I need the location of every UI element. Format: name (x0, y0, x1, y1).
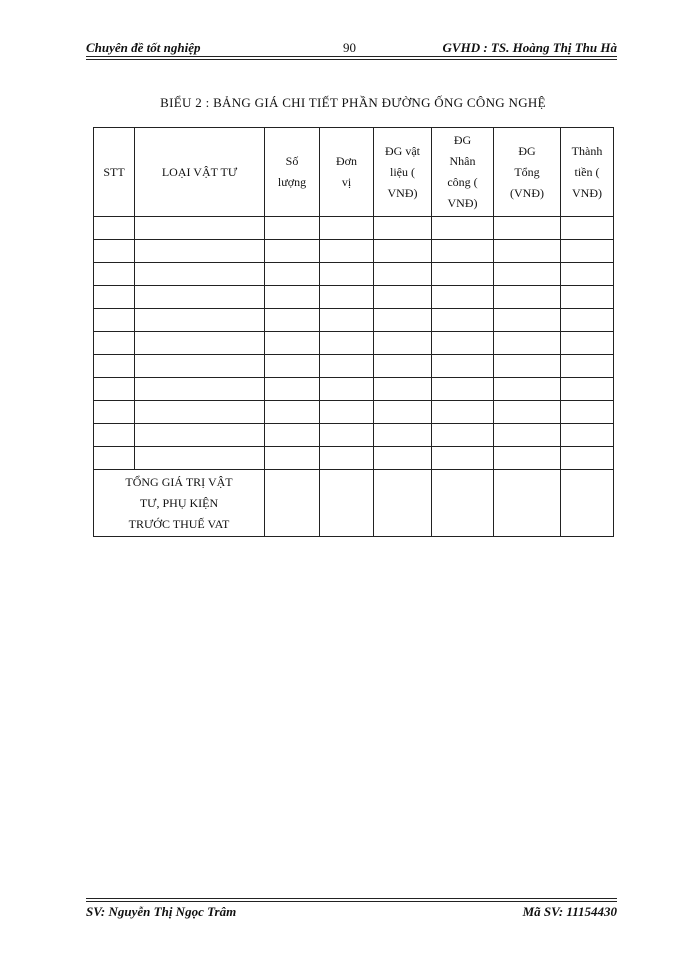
column-header-line: liệu ( (390, 164, 415, 179)
table-cell (432, 424, 494, 447)
table-cell (135, 240, 265, 263)
table-cell (561, 447, 614, 470)
table-row (94, 240, 614, 263)
table-cell (320, 470, 374, 537)
table-cell (265, 401, 320, 424)
column-header-line: ĐG (453, 133, 472, 147)
table-cell (374, 240, 432, 263)
table-cell (561, 217, 614, 240)
table-cell (561, 424, 614, 447)
table-body (94, 217, 614, 537)
table-header-row (94, 128, 614, 217)
footer-student-name: SV: Nguyễn Thị Ngọc Trâm (86, 904, 237, 919)
table-cell (94, 378, 135, 401)
table-cell (432, 240, 494, 263)
total-label-line: TỔNG GIÁ TRỊ VẬT (125, 474, 233, 489)
table-cell (265, 263, 320, 286)
table-cell (94, 401, 135, 424)
table-cell (320, 217, 374, 240)
table-cell (432, 309, 494, 332)
table-cell (320, 401, 374, 424)
column-header-line: ĐG vật (385, 143, 420, 158)
table-cell (561, 309, 614, 332)
table-cell (94, 332, 135, 355)
table-cell (432, 355, 494, 378)
table-cell (265, 240, 320, 263)
table-cell (320, 424, 374, 447)
table-cell (494, 286, 561, 309)
table-cell (561, 401, 614, 424)
table-cell (494, 447, 561, 470)
header-rule-double (86, 59, 617, 60)
table-row (94, 332, 614, 355)
table-cell (494, 355, 561, 378)
table-cell (494, 217, 561, 240)
column-header-line: tiền ( (574, 164, 600, 179)
column-header (135, 128, 265, 217)
column-header-line: Đơn (335, 154, 357, 168)
column-header-line: Nhân (449, 154, 476, 168)
column-header-line: STT (103, 164, 125, 179)
table-cell (561, 355, 614, 378)
table-cell (374, 263, 432, 286)
table-cell (265, 378, 320, 401)
table-cell (374, 447, 432, 470)
footer-rule-double (86, 901, 617, 902)
table-cell (265, 447, 320, 470)
table-cell (135, 424, 265, 447)
column-header-line: lượng (277, 175, 307, 189)
table-cell (561, 263, 614, 286)
column-header-line: Tổng (514, 164, 540, 179)
table-cell (94, 240, 135, 263)
page-header (86, 40, 617, 60)
table-cell (94, 447, 135, 470)
table-cell (432, 470, 494, 537)
total-label (94, 470, 265, 537)
column-header (320, 128, 374, 217)
table-cell (374, 332, 432, 355)
table-row (94, 424, 614, 447)
table-cell (265, 470, 320, 537)
table-cell (561, 286, 614, 309)
table-cell (494, 401, 561, 424)
header-rule (86, 56, 617, 57)
table-row (94, 355, 614, 378)
price-table (93, 127, 614, 537)
column-header-line: công ( (447, 175, 478, 189)
page-footer (86, 904, 617, 924)
table-cell (135, 378, 265, 401)
table-cell (432, 332, 494, 355)
table-cell (265, 309, 320, 332)
table-cell (320, 332, 374, 355)
table-cell (374, 424, 432, 447)
column-header-line: VNĐ) (572, 185, 602, 200)
column-header-line: ĐG (518, 143, 536, 158)
column-header (265, 128, 320, 217)
table-cell (94, 263, 135, 286)
column-header-line: LOẠI VẬT TƯ (161, 164, 238, 179)
table-cell (374, 470, 432, 537)
table-row (94, 286, 614, 309)
table-cell (494, 470, 561, 537)
column-header-line: (VNĐ) (510, 185, 544, 200)
table-cell (561, 470, 614, 537)
footer-rule (86, 898, 617, 899)
table-cell (494, 424, 561, 447)
table-cell (94, 355, 135, 378)
table-cell (374, 309, 432, 332)
table-cell (320, 286, 374, 309)
table-cell (135, 217, 265, 240)
table-cell (320, 309, 374, 332)
table-cell (135, 286, 265, 309)
column-header (94, 128, 135, 217)
total-row (94, 470, 614, 537)
table-cell (135, 263, 265, 286)
table-cell (265, 332, 320, 355)
table-cell (135, 309, 265, 332)
table-cell (494, 263, 561, 286)
table-cell (265, 286, 320, 309)
table-cell (320, 355, 374, 378)
table-cell (374, 217, 432, 240)
table-cell (135, 355, 265, 378)
column-header-line: Thành (571, 143, 603, 158)
table-cell (94, 286, 135, 309)
table-row (94, 263, 614, 286)
table-cell (432, 401, 494, 424)
table-row (94, 309, 614, 332)
table-cell (374, 401, 432, 424)
header-advisor: GVHD : TS. Hoàng Thị Thu Hà (442, 40, 617, 55)
table-row (94, 378, 614, 401)
total-label-line: TRƯỚC THUẾ VAT (128, 516, 230, 531)
table-cell (265, 355, 320, 378)
header-course-title: Chuyên đề tốt nghiệp (86, 40, 201, 55)
table-cell (494, 378, 561, 401)
table-cell (265, 217, 320, 240)
column-header (374, 128, 432, 217)
column-header (494, 128, 561, 217)
table-row (94, 217, 614, 240)
table-title: BIỂU 2 : BẢNG GIÁ CHI TIẾT PHẦN ĐƯỜNG ỐNG CÔNG NGHỆ (160, 95, 546, 110)
total-label-line: TƯ, PHỤ KIỆN (139, 495, 219, 510)
table-cell (265, 424, 320, 447)
column-header-line: Số (285, 154, 299, 168)
table-row (94, 401, 614, 424)
table-cell (494, 332, 561, 355)
table-cell (494, 309, 561, 332)
table-cell (561, 378, 614, 401)
page-number: 90 (343, 40, 356, 55)
table-cell (135, 401, 265, 424)
column-header (561, 128, 614, 217)
table-row (94, 447, 614, 470)
table-cell (432, 447, 494, 470)
table-cell (432, 217, 494, 240)
table-cell (135, 332, 265, 355)
table-cell (561, 240, 614, 263)
table-cell (320, 447, 374, 470)
column-header (432, 128, 494, 217)
column-header-line: VNĐ) (447, 196, 478, 210)
table-cell (374, 355, 432, 378)
table-cell (432, 286, 494, 309)
table-cell (432, 263, 494, 286)
table-cell (374, 286, 432, 309)
table-cell (94, 217, 135, 240)
table-cell (320, 378, 374, 401)
footer-student-id: Mã SV: 11154430 (522, 904, 617, 919)
table-cell (494, 240, 561, 263)
column-header-line: VNĐ) (387, 185, 418, 200)
table-cell (94, 424, 135, 447)
table-cell (320, 263, 374, 286)
table-cell (561, 332, 614, 355)
table-cell (135, 447, 265, 470)
table-cell (94, 309, 135, 332)
column-header-line: vị (341, 175, 352, 189)
table-cell (320, 240, 374, 263)
table-cell (432, 378, 494, 401)
table-cell (374, 378, 432, 401)
